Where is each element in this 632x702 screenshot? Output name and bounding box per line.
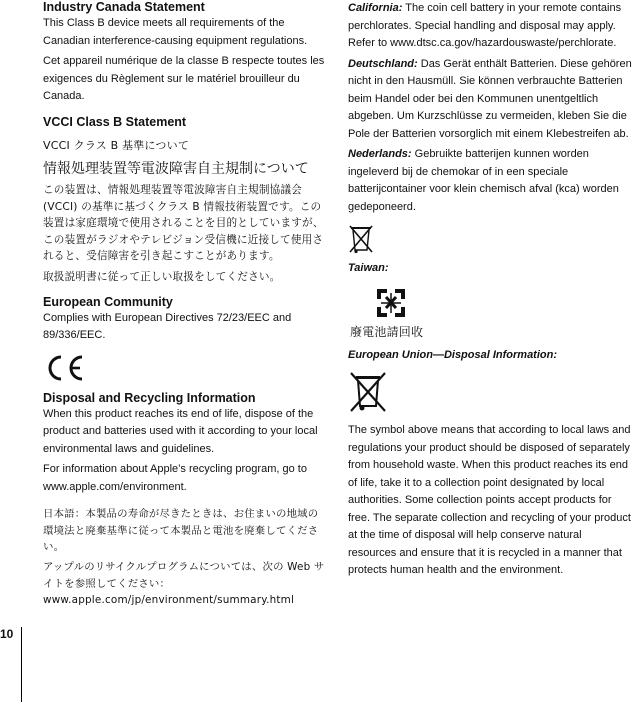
weee-bin-icon [348,370,388,414]
nederlands-notice [348,146,632,216]
left-column [43,0,328,609]
taiwan-label: Taiwan: [348,262,389,274]
right-column [348,0,632,580]
ce-mark-icon [43,353,87,383]
disposal-body: When this product reaches its end of life, dispose of the product and batteries used with it according to your local environmental laws and guidelines. [43,407,318,455]
eu-disposal-label: European Union—Disposal Information: [348,348,558,361]
canada-heading: Industry Canada Statement [43,0,205,14]
eu-disposal-body: The symbol above means that according to local laws and regulations your product should be disposed of separately from household waste. When this product reaches its end of life, take it to a collection point designated by local authorities. Some collection points accept products for free. The separate collection and recycling of your product at the time of disposal will help conserve natural resources and ensure that it is recycled in a manner that protects human health and the environment. [348,424,631,576]
deutschland-notice [348,56,632,144]
vcci-jp-label: VCCI クラス B 基準について [43,138,190,152]
disposal-heading: Disposal and Recycling Information [43,390,256,405]
jp-recycle-url: www.apple.com/jp/environment/summary.html [43,594,295,607]
deutschland-body: Das Gerät enthält Batterien. Diese gehören nicht in den Hausmüll. Sie können verbrauchte Batterien beim Handel oder bei den Kommunen unentgeltlich abgeben. Um Kurzschlüsse zu vermeiden, kleben Sie die Pole der Batterien vorsorglich mit einem Klebestreifen ab. [348,57,632,140]
page-number: 10 [0,627,14,641]
california-label: California: [348,2,403,14]
california-notice [348,0,632,53]
vcci-heading: VCCI Class B Statement [43,114,187,129]
page-number-rule [21,627,22,702]
california-body: The coin cell battery in your remote contains perchlorates. Special handling and disposal may apply. Refer to www.dtsc.ca.gov/hazardouswaste/perchlorate. [348,2,622,49]
deutschland-label: Deutschland: [348,57,418,70]
canada-statement-fr: Cet appareil numérique de la classe B respecte toutes les exigences du Règlement sur le matériel brouilleur du Canada. [43,55,325,102]
vcci-jp-title: 情報処理装置等電波障害自主規制について [43,161,309,178]
vcci-jp-body: この装置は、情報処理装置等電波障害自主規制協議会 (VCCI) の基準に基づくクラス B 情報技術装置です。この装置は家庭環境で使用されることを目的としていますが、この装置がラジオやテレビジョン受信機に近接して使用されると、受信障害を引き起こすことがあります。 [43,184,324,263]
battery-bin-icon [348,224,374,254]
vcci-jp-note: 取扱説明書に従って正しい取扱をしてください。 [43,271,281,284]
taiwan-recycle-icon [372,284,410,322]
nederlands-label: Nederlands: [348,148,412,160]
jp-recycle-disposal: 日本語：本製品の寿命が尽きたときは、お住まいの地域の環境法と廃棄基準に従って本製品と電池を廃棄してください。 [43,508,319,554]
taiwan-battery-text: 廢電池請回收 [350,324,424,339]
jp-recycle-program: アップルのリサイクルプログラムについては、次の Web サイトを参照してください： [43,560,325,590]
eu-compliance: Complies with European Directives 72/23/EEC and 89/336/EEC. [43,311,292,342]
canada-statement-en: This Class B device meets all requirements of the Canadian interference-causing equipment regulations. [43,17,308,47]
nederlands-body: Gebruikte batterijen kunnen worden ingeleverd bij de chemokar of in een speciale batterijcontainer voor klein chemisch afval (kca) worden gedeponeerd. [348,148,619,213]
recycling-program: For information about Apple’s recycling program, go to www.apple.com/environment. [43,463,307,493]
eu-heading: European Community [43,294,173,309]
